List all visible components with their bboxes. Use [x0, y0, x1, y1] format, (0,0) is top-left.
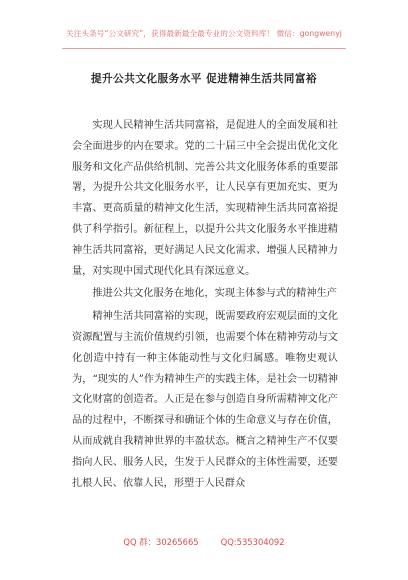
footer-qq-group: QQ 群：30265665	[123, 537, 199, 547]
header-banner: 关注头条号“公文研究”，获得最新最全最专业的公文资料库！ 微信：gongwenyj	[66, 29, 342, 38]
paragraph-intro: 实现人民精神生活共同富裕，是促进人的全面发展和社会全面进步的内在要求。党的二十届三中全会提出优化文化服务和文化产品供给机制、完善公共文化服务体系的重要部署，为提升公共文化服务水平，让人民享有更加充实、更为丰富、更高质量的精神文化生活，实现精神生活共同富裕提供了科学指引。新征程上，以提升公共文化服务水平推进精神生活共同富裕，更好满足人民文化需求、增强人民精神力量，对实现中国式现代化具有深远意义。	[72, 120, 338, 277]
footer-qq-number: QQ:535304092	[220, 537, 285, 547]
footer-contact	[0, 536, 408, 548]
header-divider	[62, 48, 346, 49]
document-title: 提升公共文化服务水平 促进精神生活共同富裕	[90, 73, 318, 85]
section-heading: 推进公共文化服务在地化，实现主体参与式的精神生产	[92, 288, 337, 300]
paragraph-body: 精神生活共同富裕的实现，既需要政府宏观层面的文化资源配置与主流价值规约引领，也需要个体在精神劳动与文化创造中持有一种主体能动性与文化归属感。唯物史观认为，“现实的人”作为精神生产的实践主体，是社会一切精神文化财富的创造者。人正是在参与创造自身所需精神文化产品的过程中，不断探寻和确证个体的生命意义与存在价值，从而成就自我精神世界的丰盈状态。概言之精神生产不仅要指向人民、服务人民，生发于人民群众的主体性需要，还要扎根人民、依靠人民，形塑于人民群众	[72, 311, 338, 489]
document-body	[72, 116, 338, 494]
